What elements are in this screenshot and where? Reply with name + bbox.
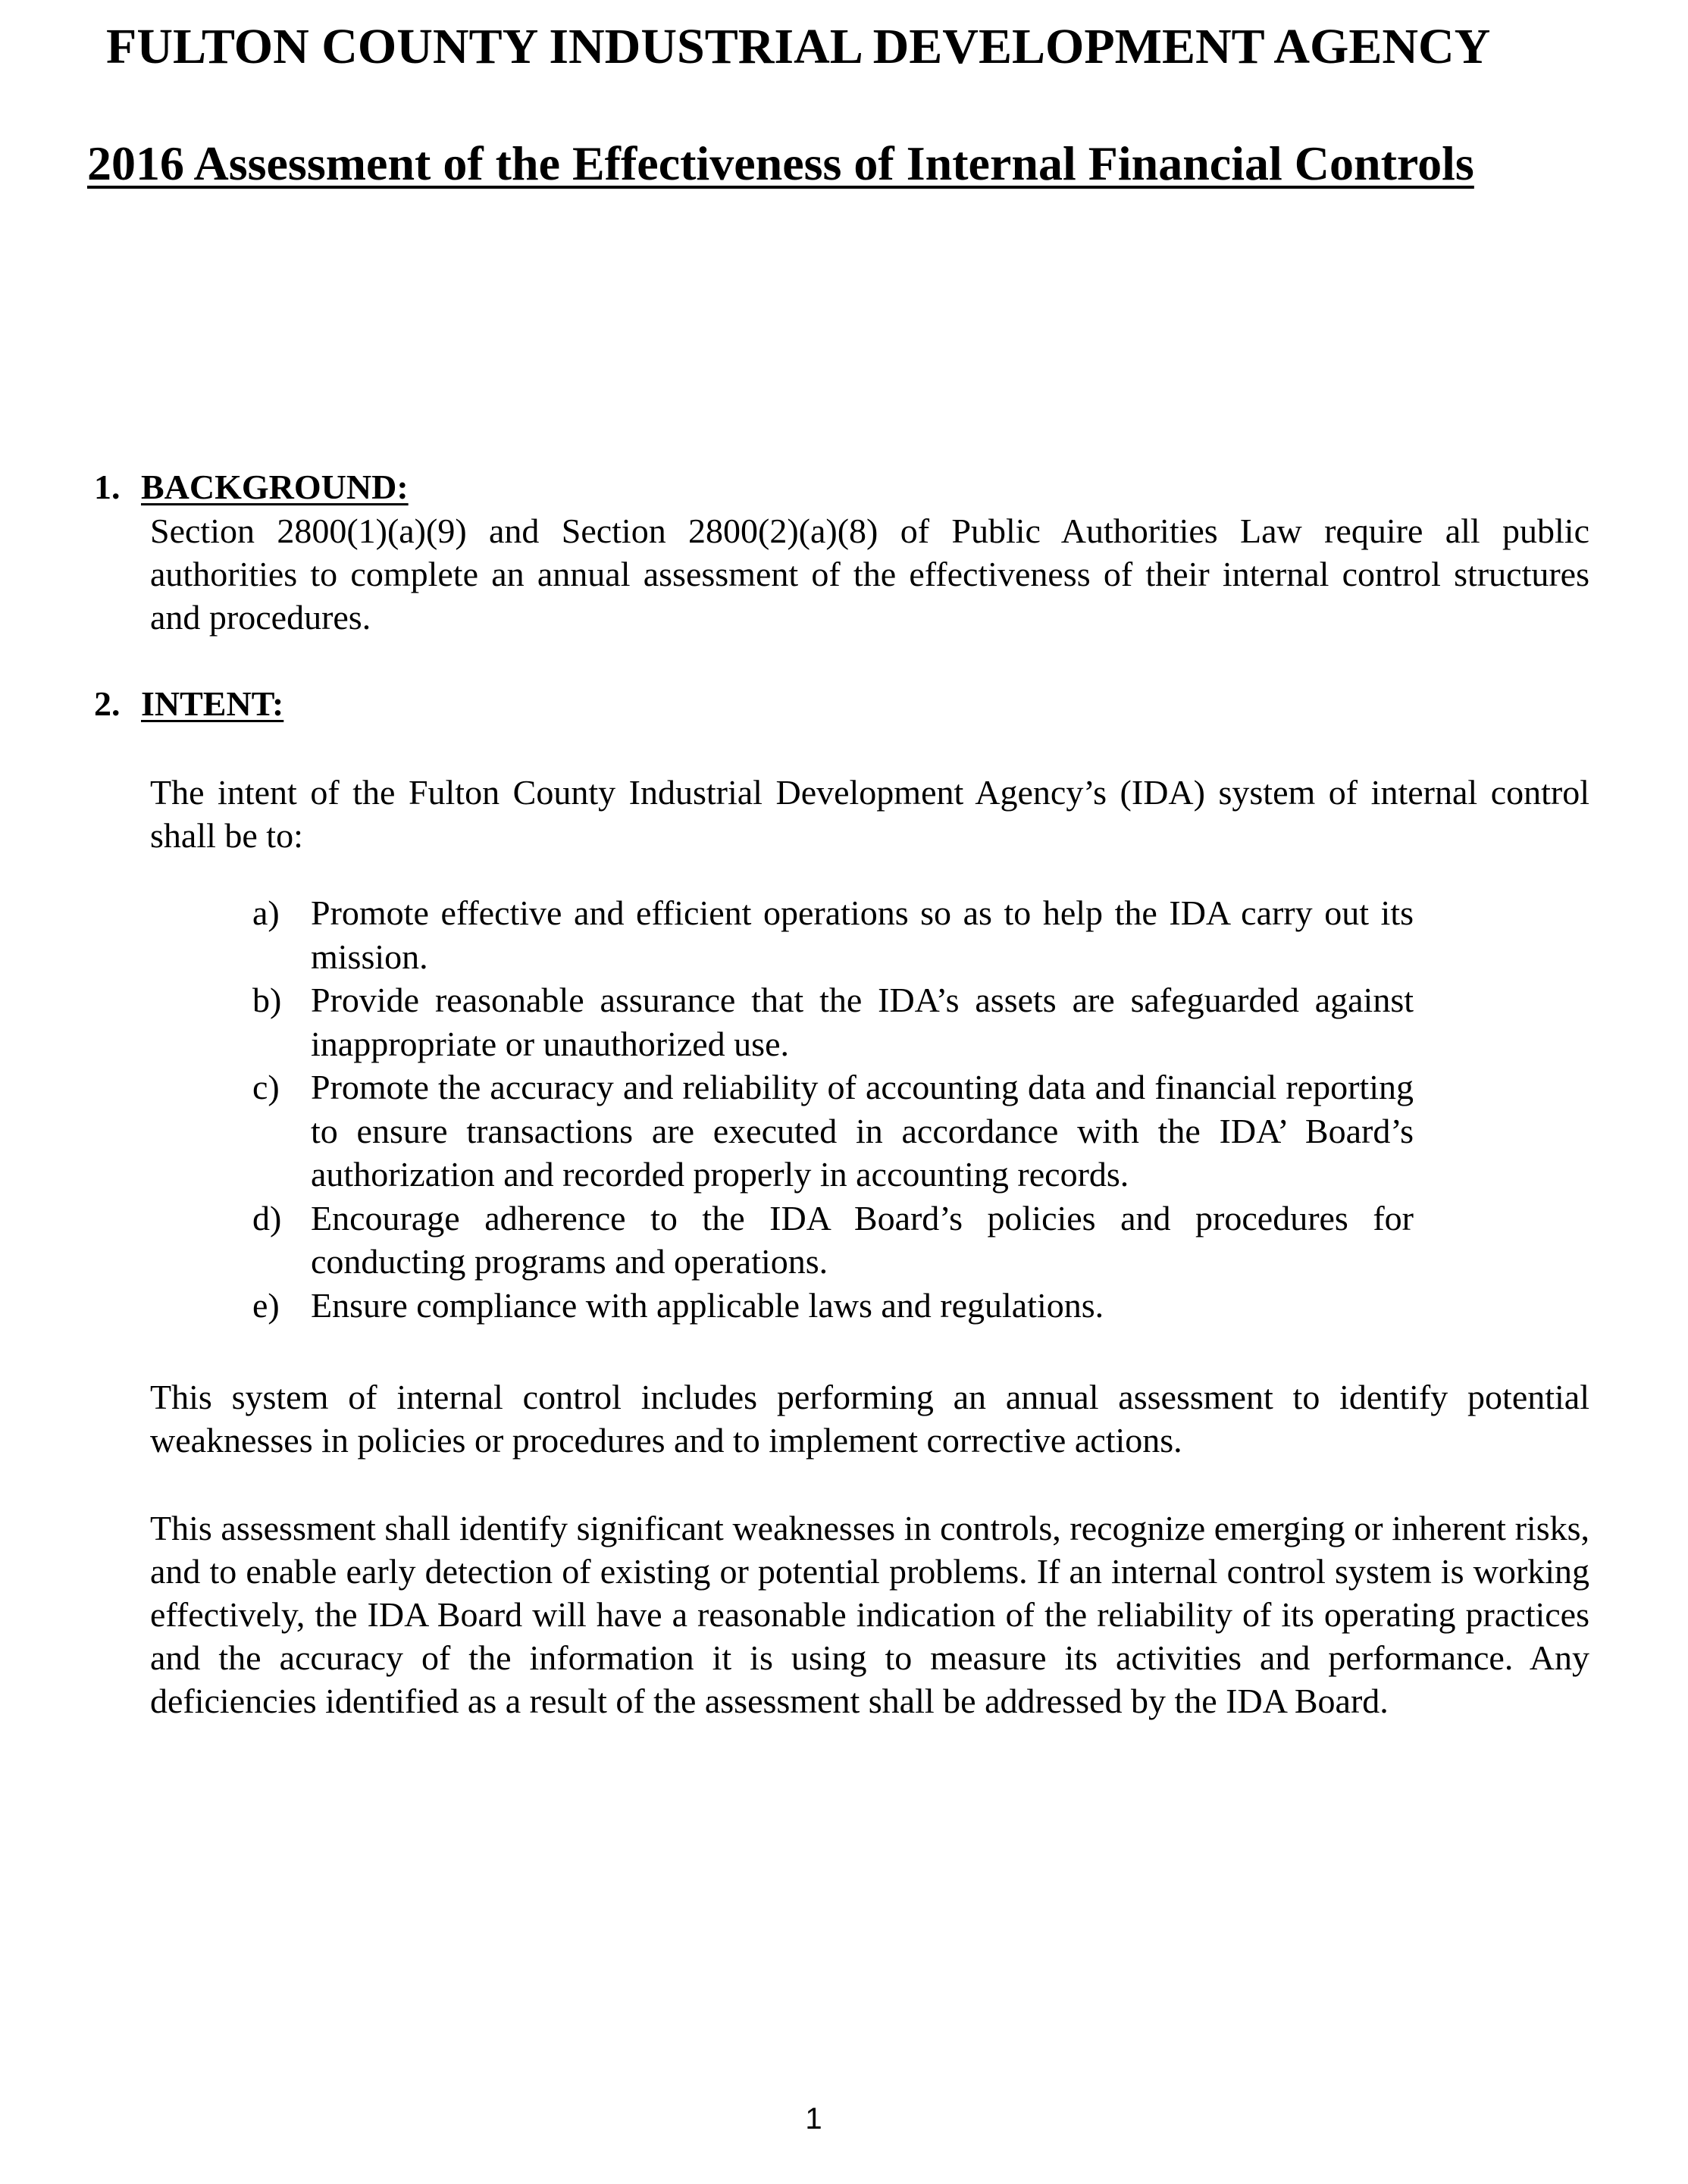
list-marker: d) — [252, 1198, 282, 1237]
list-item-text: Promote effective and efficient operations so as to help the IDA carry out its mission. — [311, 893, 1414, 976]
document-title: 2016 Assessment of the Effectiveness of Internal Financial Controls — [87, 136, 1474, 190]
organization-name: FULTON COUNTY INDUSTRIAL DEVELOPMENT AGENCY — [106, 19, 1491, 74]
section-number: 1. — [94, 468, 121, 506]
list-item — [246, 891, 1414, 978]
list-marker: e) — [252, 1285, 280, 1325]
list-marker: a) — [252, 893, 280, 932]
assessment-purpose-paragraph: This system of internal control includes performing an annual assessment to identify potential weaknesses in policies or procedures and to implement corrective actions. — [150, 1378, 1589, 1460]
list-item — [246, 1065, 1414, 1197]
list-item-text: Provide reasonable assurance that the IDA’s assets are safeguarded against inappropriate or unauthorized use. — [311, 981, 1414, 1063]
list-marker: b) — [252, 981, 282, 1019]
list-item — [246, 1197, 1414, 1284]
list-item — [246, 1284, 1414, 1328]
section-background-heading — [94, 465, 409, 509]
list-item-text: Encourage adherence to the IDA Board’s policies and procedures for conducting programs and operations. — [311, 1198, 1414, 1281]
page-number: 1 — [805, 2102, 822, 2136]
assessment-scope-paragraph: This assessment shall identify significant weaknesses in controls, recognize emerging or inherent risks, and to enable early detection of existing or potential problems. If an internal control system is working effectively, the IDA Board will have a reasonable indication of the reliability of its operating practices and the accuracy of the information it is using to measure its activities and performance. Any deficiencies identified as a result of the assessment shall be addressed by the IDA Board. — [150, 1509, 1589, 1720]
list-item — [246, 978, 1414, 1065]
intent-objectives-list — [246, 891, 1414, 1327]
list-marker: c) — [252, 1068, 280, 1106]
list-item-text: Ensure compliance with applicable laws and regulations. — [311, 1285, 1104, 1325]
section-number: 2. — [94, 684, 121, 723]
section-intent-heading — [94, 682, 283, 726]
list-item-text: Promote the accuracy and reliability of accounting data and financial reporting to ensure transactions are executed in accordance with the IDA’ Board’s authorization and recorded properly in accounting records. — [311, 1068, 1414, 1194]
section-label: INTENT: — [141, 684, 284, 723]
background-paragraph: Section 2800(1)(a)(9) and Section 2800(2)(a)(8) of Public Authorities Law require all public authorities to complete an annual assessment of the effectiveness of their internal control structures and procedures. — [150, 512, 1589, 637]
section-label: BACKGROUND: — [141, 468, 409, 506]
intent-intro-paragraph: The intent of the Fulton County Industrial Development Agency’s (IDA) system of internal control shall be to: — [150, 773, 1589, 855]
